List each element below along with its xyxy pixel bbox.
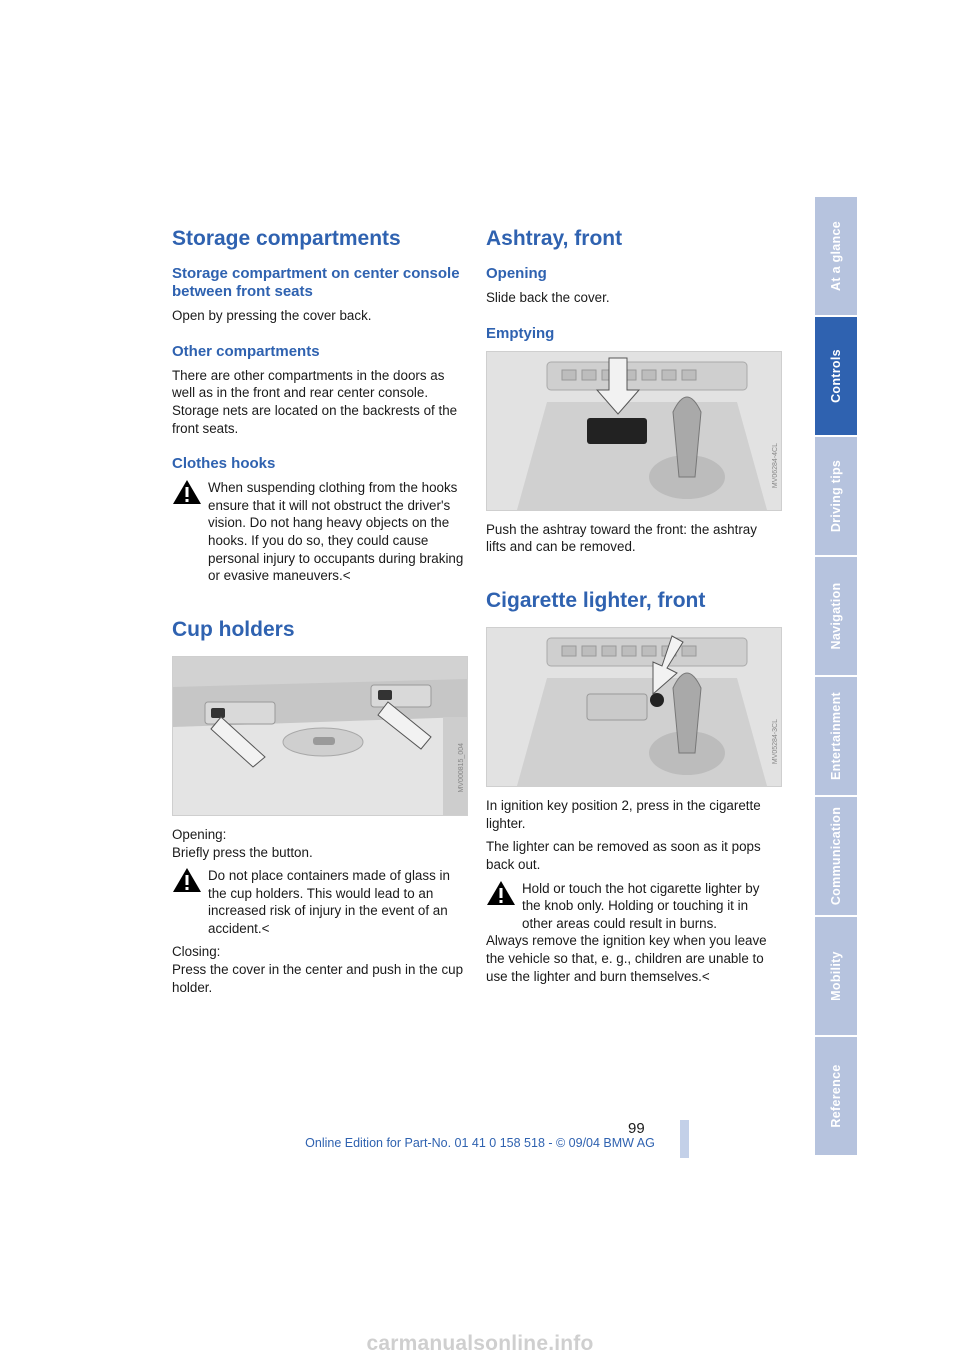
heading-center-console-storage: Storage compartment on center console between front seats xyxy=(172,265,460,301)
warning-triangle-icon xyxy=(486,880,516,906)
warning-triangle-icon xyxy=(172,479,202,505)
lighter-console-illustration xyxy=(487,628,781,786)
warning-text: Do not place containers made of glass in the cup holders. This would lead to an increased risk of injury in the event of an accident.< xyxy=(208,868,450,936)
text-ignition-position: In ignition key position 2, press in the cigarette lighter. xyxy=(486,798,761,831)
center-console-illustration xyxy=(487,352,781,510)
warning-text: When suspending clothing from the hooks ensure that it will not obstruct the driver's vision. Do not hang heavy objects on the hooks. If you do so, they could cause personal injury to occupants during braking or evasive maneuvers.< xyxy=(208,480,464,584)
tab-reference[interactable]: Reference xyxy=(815,1037,857,1157)
heading-other-compartments: Other compartments xyxy=(172,342,320,360)
left-column xyxy=(172,226,466,1002)
tab-driving-tips[interactable]: Driving tips xyxy=(815,437,857,557)
heading-clothes-hooks: Clothes hooks xyxy=(172,455,276,473)
warning-clothes-hooks xyxy=(172,479,466,585)
text-lighter-removed: The lighter can be removed as soon as it pops back out. xyxy=(486,839,761,872)
section-tabs xyxy=(815,197,857,1159)
cup-holders-illustration xyxy=(172,656,468,816)
tab-controls[interactable]: Controls xyxy=(815,317,857,437)
right-column xyxy=(486,226,780,991)
text-opening-label: Opening: xyxy=(172,826,227,842)
dashboard-illustration xyxy=(173,657,467,815)
watermark: carmanualsonline.info xyxy=(366,1332,594,1355)
lighter-illustration xyxy=(486,627,782,787)
text-push-ashtray: Push the ashtray toward the front: the ashtray lifts and can be removed. xyxy=(486,521,757,555)
tab-mobility[interactable]: Mobility xyxy=(815,917,857,1037)
heading-ashtray-front: Ashtray, front xyxy=(486,227,623,250)
tab-entertainment[interactable]: Entertainment xyxy=(815,677,857,797)
heading-cigarette-lighter: Cigarette lighter, front xyxy=(486,588,706,612)
footer-edition: Online Edition for Part-No. 01 41 0 158 518 - © 09/04 BMW AG xyxy=(305,1136,655,1150)
text-slide-cover: Slide back the cover. xyxy=(486,290,610,306)
text-opening-instruction: Briefly press the button. xyxy=(172,844,313,860)
page-number: 99 xyxy=(628,1120,645,1137)
figure-code: MV05284-3CL xyxy=(772,719,779,765)
tab-communication[interactable]: Communication xyxy=(815,797,857,917)
tab-navigation[interactable]: Navigation xyxy=(815,557,857,677)
heading-storage-compartments: Storage compartments xyxy=(172,227,401,250)
figure-code: MV000815_004 xyxy=(458,743,465,793)
warning-cigarette-lighter xyxy=(486,880,780,933)
text-center-console: Open by pressing the cover back. xyxy=(172,308,372,324)
text-other-compartments: There are other compartments in the doors as well as in the front and rear center console. Storage nets are located on the backrests of the front seats. xyxy=(172,367,458,436)
warning-text: Hold or touch the hot cigarette lighter by the knob only. Holding or touching it in other areas could result in burns. xyxy=(522,880,760,931)
figure-code: MV06284-4CL xyxy=(772,442,779,488)
text-remove-key: Always remove the ignition key when you leave the vehicle so that, e. g., children are unable to use the lighter and burn themselves.< xyxy=(486,933,767,984)
heading-cup-holders: Cup holders xyxy=(172,617,295,641)
warning-triangle-icon xyxy=(172,867,202,893)
text-closing-instruction: Press the cover in the center and push in the cup holder. xyxy=(172,962,464,995)
heading-opening: Opening xyxy=(486,265,547,283)
warning-cup-holders xyxy=(172,867,466,937)
heading-emptying: Emptying xyxy=(486,324,555,342)
ashtray-illustration xyxy=(486,351,782,511)
tab-at-a-glance[interactable]: At a glance xyxy=(815,197,857,317)
text-closing-label: Closing: xyxy=(172,944,221,960)
